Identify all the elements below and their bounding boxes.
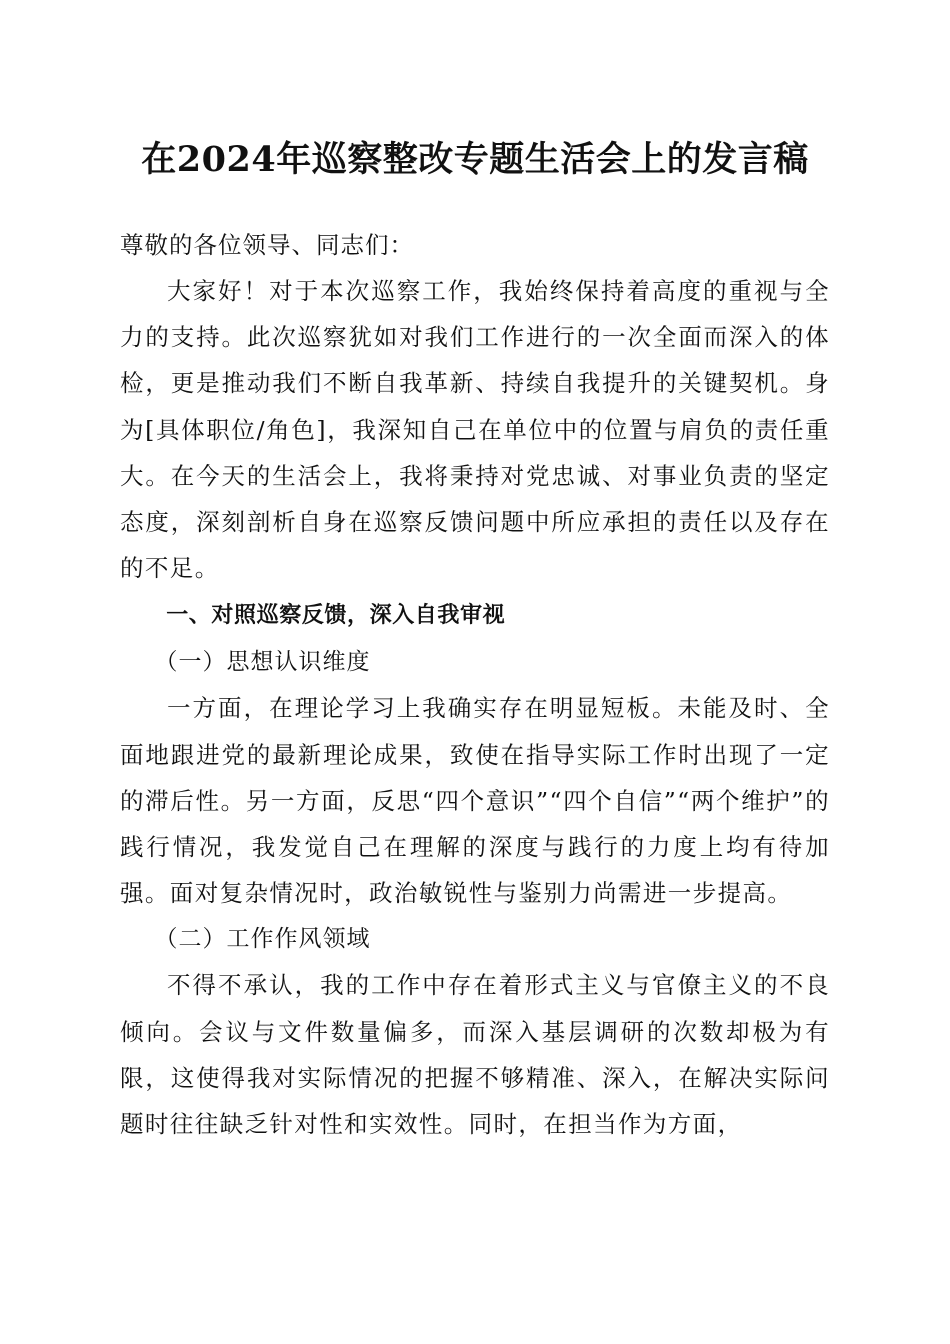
intro-paragraph: 大家好！对于本次巡察工作，我始终保持着高度的重视与全力的支持。此次巡察犹如对我们工作进行的一次全面而深入的体检，更是推动我们不断自我革新、持续自我提升的关键契机。身为[具体职位/角色]，我深知自己在单位中的位置与肩负的责任重大。在今天的生活会上，我将秉持对党忠诚、对事业负责的坚定态度，深刻剖析自身在巡察反馈问题中所应承担的责任以及存在的不足。 (120, 277, 830, 583)
section-1-heading: 一、对照巡察反馈，深入自我审视 (166, 603, 506, 629)
subsection-1-paragraph: 一方面，在理论学习上我确实存在明显短板。未能及时、全面地跟进党的最新理论成果，致使在指导实际工作时出现了一定的滞后性。另一方面，反思“四个意识”“四个自信”“两个维护”的践行情况，我发觉自己在理解的深度与践行的力度上均有待加强。面对复杂情况时，政治敏锐性与鉴别力尚需进一步提高。 (120, 694, 830, 908)
subsection-2-paragraph: 不得不承认，我的工作中存在着形式主义与官僚主义的不良倾向。会议与文件数量偏多，而深入基层调研的次数却极为有限，这使得我对实际情况的把握不够精准、深入，在解决实际问题时往往缺乏针对性和实效性。同时，在担当作为方面， (120, 971, 830, 1139)
subsection-1-heading: （一）思想认识维度 (154, 649, 371, 676)
salutation: 尊敬的各位领导、同志们： (120, 231, 414, 259)
document-title: 在2024年巡察整改专题生活会上的发言稿 (141, 139, 809, 180)
subsection-2-heading: （二）工作作风领域 (154, 926, 371, 953)
